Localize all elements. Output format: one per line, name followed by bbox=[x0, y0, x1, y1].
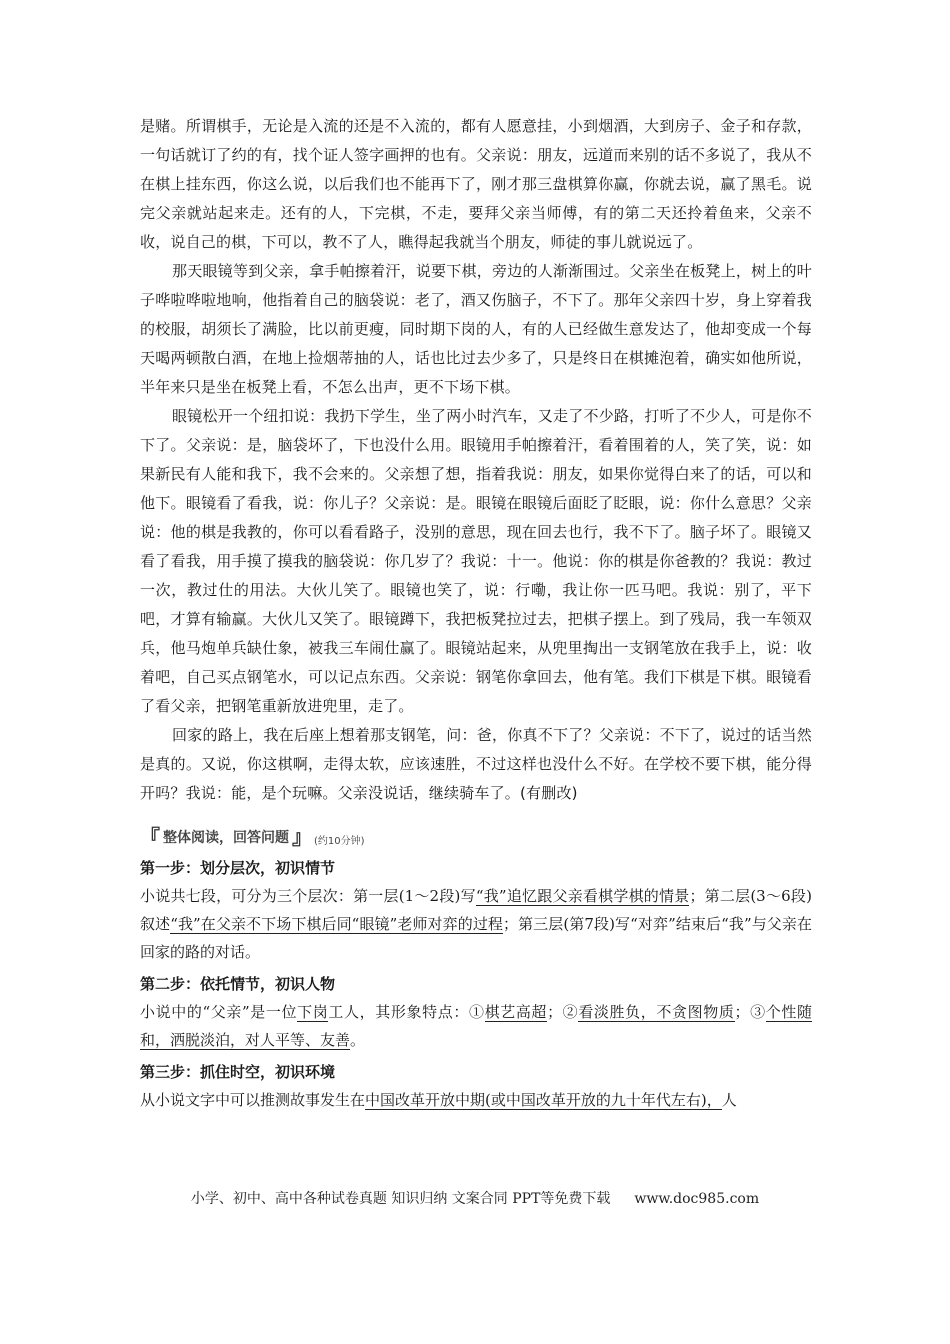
step-1-text bbox=[140, 882, 812, 966]
step-3-text-part: 从小说文字中可以推测故事发生在 bbox=[140, 1091, 366, 1109]
footer-site-link[interactable]: www.doc985.com bbox=[634, 1191, 760, 1207]
step-3-title: 第三步：抓住时空，初识环境 bbox=[140, 1063, 336, 1081]
step-1-title: 第一步：划分层次，初识情节 bbox=[140, 859, 336, 877]
footer-text: 小学、初中、高中各种试卷真题 知识归纳 文案合同 PPT等免费下载 bbox=[190, 1191, 611, 1207]
step-1-text-part: 小说共七段，可分为三个层次：第一层(1～2段)写 bbox=[140, 887, 476, 905]
analysis-section bbox=[140, 854, 812, 1114]
step-2-answer-1: 下岗 bbox=[297, 1003, 329, 1021]
story-paragraph-1: 是赌。所谓棋手，无论是入流的还是不入流的，都有人愿意挂，小到烟酒，大到房子、金子和存款，一句话就订了约的有，找个证人签字画押的也有。父亲说：朋友，远道而来别的话不多说了，我从不在棋上挂东西，你这么说，以后我们也不能再下了，刚才那三盘棋算你赢，你就去说，赢了黑毛。说完父亲就站起来走。还有的人，下完棋，不走，要拜父亲当师傅，有的第二天还拎着鱼来，父亲不收，说自己的棋，下可以，教不了人，瞧得起我就当个朋友，师徒的事儿就说远了。 bbox=[140, 117, 812, 251]
step-1-answer-2: “我”在父亲不下场下棋后同“眼镜”老师对弈的过程 bbox=[170, 915, 503, 933]
step-2-text-part: 。 bbox=[350, 1031, 366, 1049]
banner-title: 整体阅读，回答问题 bbox=[163, 830, 289, 846]
step-1-answer-1: “我”追忆跟父亲看棋学棋的情景 bbox=[475, 887, 690, 905]
story-text bbox=[140, 112, 812, 808]
step-1-text-part: ；第三层(第7段)写“对弈”结束后“我”与父亲在回家的路的对话。 bbox=[140, 915, 812, 961]
step-1-text-part: ；第二层(3～6段)叙述 bbox=[140, 887, 812, 933]
banner-close-bracket: 』 bbox=[292, 825, 312, 849]
step-2-text-part: ；③ bbox=[734, 1003, 766, 1021]
banner-time: (约10分钟) bbox=[314, 835, 365, 847]
page-footer bbox=[0, 1188, 950, 1208]
step-2-answer-4: 个性随和，洒脱淡泊，对人平等、友善 bbox=[140, 1003, 812, 1049]
step-3-text bbox=[140, 1086, 812, 1114]
story-paragraph-4: 回家的路上，我在后座上想着那支钢笔，问：爸，你真不下了？父亲说：不下了，说过的话当然是真的。又说，你这棋啊，走得太软，应该速胜，不过这样也没什么不好。在学校不要下棋，能分得开吗？我说：能，是个玩嘛。父亲没说话，继续骑车了。(有删改) bbox=[140, 726, 812, 802]
story-paragraph-2: 那天眼镜等到父亲，拿手帕擦着汗，说要下棋，旁边的人渐渐围过。父亲坐在板凳上，树上的叶子哗啦哗啦地响，他指着自己的脑袋说：老了，酒又伤脑子，不下了。那年父亲四十岁，身上穿着我的校服，胡须长了满脸，比以前更瘦，同时期下岗的人，有的人已经做生意发达了，他却变成一个每天喝两顿散白酒，在地上捡烟蒂抽的人，话也比过去少多了，只是终日在棋摊泡着，确实如他所说，半年来只是坐在板凳上看，不怎么出声，更不下场下棋。 bbox=[140, 262, 812, 396]
step-2-text-part: ；② bbox=[547, 1003, 579, 1021]
step-2-text-part: 工人，其形象特点：① bbox=[328, 1003, 485, 1021]
step-3-answer-1: 中国改革开放中期(或中国改革开放的九十年代左右)， bbox=[365, 1091, 722, 1109]
document-page bbox=[140, 112, 812, 1114]
section-banner bbox=[140, 824, 812, 850]
step-2-answer-3: 看淡胜负，不贪图物质 bbox=[578, 1003, 735, 1021]
step-2-text-part: 小说中的“父亲”是一位 bbox=[140, 1003, 298, 1021]
step-2-title: 第二步：依托情节，初识人物 bbox=[140, 975, 336, 993]
banner-open-bracket: 『 bbox=[140, 825, 160, 849]
story-paragraph-3: 眼镜松开一个纽扣说：我扔下学生，坐了两小时汽车，又走了不少路，打听了不少人，可是你不下了。父亲说：是，脑袋坏了，下也没什么用。眼镜用手帕擦着汗，看着围着的人，笑了笑，说：如果新民有人能和我下，我不会来的。父亲想了想，指着我说：朋友，如果你觉得白来了的话，可以和他下。眼镜看了看我，说：你儿子？父亲说：是。眼镜在眼镜后面眨了眨眼，说：你什么意思？父亲说：他的棋是我教的，你可以看看路子，没别的意思，现在回去也行，我不下了。脑子坏了。眼镜又看了看我，用手摸了摸我的脑袋说：你几岁了？我说：十一。他说：你的棋是你爸教的？我说：教过一次，教过仕的用法。大伙儿笑了。眼镜也笑了，说：行嘞，我让你一匹马吧。我说：别了，平下吧，才算有输赢。大伙儿又笑了。眼镜蹲下，我把板凳拉过去，把棋子摆上。到了残局，我一车领双兵，他马炮单兵缺仕象，被我三车闹仕赢了。眼镜站起来，从兜里掏出一支钢笔放在我手上，说：收着吧，自己买点钢笔水，可以记点东西。父亲说：钢笔你拿回去，他有笔。我们下棋是下棋。眼镜看了看父亲，把钢笔重新放进兜里，走了。 bbox=[140, 407, 812, 715]
step-2-answer-2: 棋艺高超 bbox=[484, 1003, 548, 1021]
step-3-text-part: 人 bbox=[721, 1091, 737, 1109]
step-2-text bbox=[140, 998, 812, 1054]
